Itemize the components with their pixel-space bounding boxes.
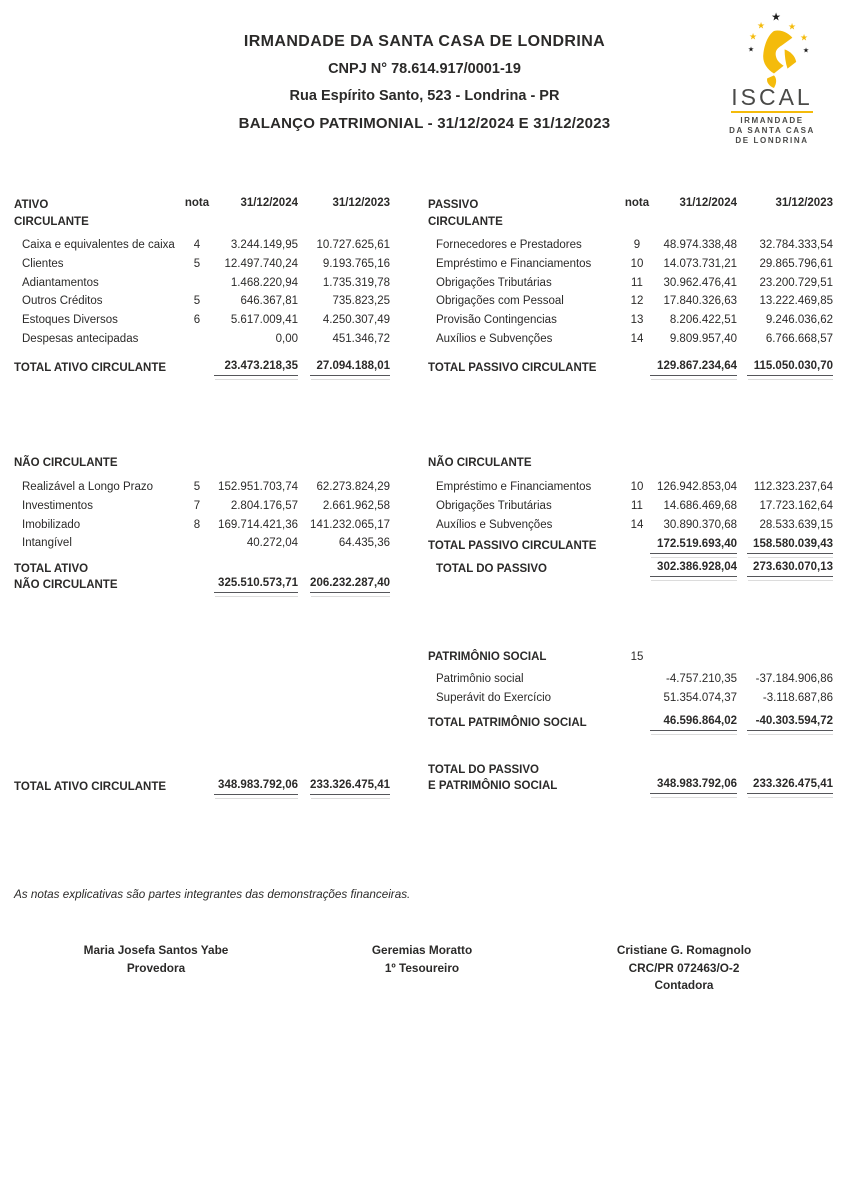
- table-row: [14, 292, 390, 311]
- section-title: NÃO CIRCULANTE: [428, 457, 532, 469]
- row-nota: 11: [631, 500, 643, 513]
- table-row: [428, 689, 833, 708]
- total-value-2023: 115.050.030,70: [747, 360, 833, 376]
- total-label: TOTAL DO PASSIVO: [436, 562, 547, 575]
- iscal-logo: [710, 10, 834, 150]
- ativo-circulante-table: [14, 197, 390, 377]
- logo-wordmark: ISCAL: [731, 84, 813, 110]
- row-value-2024: 3.244.149,95: [230, 239, 298, 252]
- star-icon: ★: [756, 20, 766, 31]
- row-value-2024: 14.686.469,68: [663, 500, 737, 513]
- row-label: Intangível: [22, 537, 72, 550]
- row-value-2023: 29.865.796,61: [759, 258, 833, 271]
- table-row: [428, 478, 833, 497]
- logo-caption-line: DA SANTA CASA: [729, 126, 815, 135]
- total-label-line: E PATRIMÔNIO SOCIAL: [428, 780, 558, 792]
- row-value-2024: 30.962.476,41: [663, 276, 737, 289]
- row-label: Empréstimo e Financiamentos: [436, 481, 592, 494]
- row-nota: 5: [193, 295, 201, 308]
- total-label: TOTAL PASSIVO CIRCULANTE: [428, 539, 597, 552]
- logo-caption-line: IRMANDADE: [740, 116, 804, 125]
- total-value-2024: 348.983.792,06: [650, 778, 737, 794]
- section-title-line: ATIVO: [14, 199, 49, 211]
- row-value-2023: 28.533.639,15: [759, 518, 833, 531]
- total-label: TOTAL ATIVO CIRCULANTE: [14, 780, 167, 793]
- section-title-line: PASSIVO: [428, 199, 479, 211]
- org-name: IRMANDADE DA SANTA CASA DE LONDRINA: [243, 33, 606, 50]
- total-row: [428, 536, 833, 555]
- row-value-2023: -3.118.687,86: [762, 692, 833, 705]
- row-value-2024: 17.840.326,63: [663, 295, 737, 308]
- total-value-2024: 172.519.693,40: [650, 538, 737, 554]
- total-label: TOTAL PASSIVO CIRCULANTE: [428, 361, 597, 374]
- row-value-2023: 64.435,36: [338, 537, 390, 550]
- row-value-2023: 9.246.036,62: [765, 314, 833, 327]
- explanatory-note: As notas explicativas são partes integrantes das demonstrações financeiras.: [14, 888, 411, 901]
- total-row: [428, 713, 833, 732]
- document-title: BALANÇO PATRIMONIAL - 31/12/2024 E 31/12/2023: [238, 115, 611, 132]
- row-nota: 5: [193, 481, 201, 494]
- row-label: Clientes: [22, 258, 64, 271]
- column-header-2023: 31/12/2023: [775, 197, 833, 209]
- total-row: [14, 561, 390, 593]
- total-label: TOTAL PATRIMÔNIO SOCIAL: [428, 716, 587, 729]
- row-value-2024: 51.354.074,37: [663, 692, 737, 705]
- table-row: [14, 497, 390, 516]
- signature-role: Provedora: [126, 960, 186, 975]
- section-title: [14, 197, 180, 231]
- total-label-line: TOTAL ATIVO: [14, 562, 89, 575]
- section-title: [428, 197, 624, 231]
- row-label: Fornecedores e Prestadores: [436, 239, 582, 252]
- row-value-2023: 112.323.237,64: [753, 481, 833, 494]
- logo-divider: [731, 111, 813, 113]
- row-label: Auxílios e Subvenções: [436, 332, 553, 345]
- row-label: Investimentos: [22, 500, 93, 513]
- table-row: [14, 534, 390, 553]
- row-nota: 15: [630, 650, 644, 663]
- row-label: Patrimônio social: [436, 673, 524, 686]
- row-value-2024: 1.468.220,94: [230, 276, 298, 289]
- total-value-2023: 27.094.188,01: [310, 360, 390, 376]
- row-nota: 10: [630, 258, 644, 271]
- section-title: NÃO CIRCULANTE: [14, 457, 118, 469]
- row-value-2023: 1.735.319,78: [322, 276, 390, 289]
- passivo-grand-total: [428, 762, 833, 794]
- total-value-2023: 206.232.287,40: [310, 577, 390, 593]
- row-label: Outros Créditos: [22, 295, 103, 308]
- table-row: [428, 255, 833, 274]
- table-row: [14, 236, 390, 255]
- row-label: Despesas antecipadas: [22, 332, 139, 345]
- table-row: [14, 255, 390, 274]
- row-label: Obrigações Tributárias: [436, 500, 552, 513]
- row-label: Obrigações com Pessoal: [436, 295, 564, 308]
- column-header-2024: 31/12/2024: [679, 197, 737, 209]
- table-header: [14, 197, 390, 231]
- row-nota: 7: [193, 500, 201, 513]
- table-header: [428, 648, 833, 665]
- total-row: [428, 762, 833, 794]
- row-nota: 13: [630, 314, 644, 327]
- row-value-2023: 735.823,25: [332, 295, 390, 308]
- row-value-2024: 152.951.703,74: [218, 481, 298, 494]
- table-header: [428, 197, 833, 231]
- row-value-2024: 30.890.370,68: [663, 518, 737, 531]
- table-row: [428, 515, 833, 534]
- row-value-2023: 2.661.962,58: [322, 500, 390, 513]
- row-value-2024: 169.714.421,36: [218, 518, 298, 531]
- row-nota: 9: [633, 239, 641, 252]
- row-value-2024: 2.804.176,57: [230, 500, 298, 513]
- row-label: Superávit do Exercício: [436, 692, 552, 705]
- total-row: [14, 358, 390, 377]
- row-value-2023: 9.193.765,16: [322, 258, 390, 271]
- row-value-2024: 5.617.009,41: [230, 314, 298, 327]
- signature-block: [564, 942, 804, 995]
- row-label: Caixa e equivalentes de caixa: [22, 239, 175, 252]
- org-cnpj: CNPJ N° 78.614.917/0001-19: [328, 61, 521, 77]
- signature-name: Cristiane G. Romagnolo: [616, 943, 752, 957]
- signature-role: CRC/PR 072463/O-2: [628, 960, 740, 975]
- row-value-2023: 13.222.469,85: [759, 295, 833, 308]
- row-nota: 4: [193, 239, 201, 252]
- row-label: Obrigações Tributárias: [436, 276, 552, 289]
- row-value-2023: 451.346,72: [332, 332, 390, 345]
- star-icon: ★: [799, 32, 809, 43]
- row-value-2023: 32.784.333,54: [759, 239, 833, 252]
- row-value-2023: -37.184.906,86: [755, 673, 833, 686]
- row-value-2024: 0,00: [275, 332, 298, 345]
- org-address: Rua Espírito Santo, 523 - Londrina - PR: [289, 88, 560, 104]
- row-label: Imobilizado: [22, 518, 81, 531]
- star-icon: ★: [748, 31, 758, 42]
- table-row: [428, 292, 833, 311]
- total-value-2023: 233.326.475,41: [310, 779, 390, 795]
- total-value-2023: 233.326.475,41: [747, 778, 833, 794]
- signature-block: [36, 942, 276, 977]
- total-value-2023: -40.303.594,72: [747, 715, 833, 731]
- table-row: [14, 311, 390, 330]
- total-label: [428, 762, 624, 794]
- total-value-2023: 273.630.070,13: [747, 561, 833, 577]
- logo-bird-icon: [744, 30, 802, 88]
- table-row: [14, 515, 390, 534]
- row-nota: 14: [630, 518, 644, 531]
- row-value-2024: 12.497.740,24: [224, 258, 298, 271]
- ativo-grand-total: [14, 777, 390, 796]
- logo-caption-line: DE LONDRINA: [735, 136, 809, 145]
- total-value-2024: 23.473.218,35: [214, 360, 298, 376]
- row-value-2024: 40.272,04: [246, 537, 298, 550]
- table-row: [14, 273, 390, 292]
- row-value-2024: 126.942.853,04: [657, 481, 737, 494]
- signature-name: Geremias Moratto: [371, 943, 473, 957]
- total-row: [14, 777, 390, 796]
- table-row: [14, 329, 390, 348]
- total-label: TOTAL ATIVO CIRCULANTE: [14, 361, 167, 374]
- row-label: Realizável a Longo Prazo: [22, 481, 154, 494]
- total-row: [428, 358, 833, 377]
- column-header-2024: 31/12/2024: [240, 197, 298, 209]
- total-value-2024: 348.983.792,06: [214, 779, 298, 795]
- row-nota: 11: [631, 276, 643, 289]
- row-nota: 10: [630, 481, 644, 494]
- star-icon: ★: [787, 21, 797, 32]
- row-value-2023: 17.723.162,64: [759, 500, 833, 513]
- row-value-2023: 141.232.065,17: [310, 518, 390, 531]
- total-label-line: TOTAL DO PASSIVO: [428, 764, 539, 776]
- row-value-2024: -4.757.210,35: [666, 673, 737, 686]
- row-value-2024: 646.367,81: [240, 295, 298, 308]
- section-title-line: CIRCULANTE: [428, 216, 503, 228]
- row-label: Estoques Diversos: [22, 314, 118, 327]
- table-row: [428, 670, 833, 689]
- section-title: PATRIMÔNIO SOCIAL: [428, 650, 547, 663]
- column-header-2023: 31/12/2023: [332, 197, 390, 209]
- section-title-line: CIRCULANTE: [14, 216, 89, 228]
- column-header-nota: nota: [624, 197, 650, 209]
- signature-role: Contadora: [654, 978, 714, 992]
- row-value-2024: 48.974.338,48: [663, 239, 737, 252]
- total-label: [14, 561, 180, 593]
- patrimonio-social-table: [428, 648, 833, 732]
- row-nota: 14: [630, 332, 644, 345]
- row-value-2023: 10.727.625,61: [316, 239, 390, 252]
- row-value-2024: 14.073.731,21: [663, 258, 737, 271]
- row-label: Empréstimo e Financiamentos: [436, 258, 592, 271]
- table-row: [428, 329, 833, 348]
- signature-role: 1º Tesoureiro: [384, 960, 460, 975]
- row-nota: 12: [630, 295, 644, 308]
- total-value-2024: 46.596.864,02: [650, 715, 737, 731]
- row-label: Provisão Contingencias: [436, 314, 557, 327]
- total-value-2023: 158.580.039,43: [747, 538, 833, 554]
- column-header-nota: nota: [184, 197, 210, 209]
- table-row: [428, 311, 833, 330]
- row-value-2023: 62.273.824,29: [316, 481, 390, 494]
- table-row: [428, 273, 833, 292]
- row-label: Adiantamentos: [22, 276, 99, 289]
- total-value-2024: 129.867.234,64: [650, 360, 737, 376]
- passivo-circulante-table: [428, 197, 833, 377]
- table-row: [428, 497, 833, 516]
- star-icon: ★: [802, 47, 810, 55]
- table-row: [428, 236, 833, 255]
- signature-block: [302, 942, 542, 977]
- row-value-2024: 9.809.957,40: [669, 332, 737, 345]
- row-nota: 8: [193, 518, 201, 531]
- star-icon: ★: [771, 11, 781, 24]
- row-value-2023: 23.200.729,51: [759, 276, 833, 289]
- row-nota: 6: [193, 314, 201, 327]
- total-value-2024: 302.386.928,04: [650, 561, 737, 577]
- table-row: [14, 478, 390, 497]
- total-label-line: NÃO CIRCULANTE: [14, 578, 118, 591]
- row-value-2023: 4.250.307,49: [322, 314, 390, 327]
- row-value-2024: 8.206.422,51: [669, 314, 737, 327]
- total-value-2024: 325.510.573,71: [214, 577, 298, 593]
- total-row: [428, 559, 833, 578]
- passivo-nao-circulante-table: [428, 455, 833, 578]
- star-icon: ★: [747, 46, 755, 54]
- signature-name: Maria Josefa Santos Yabe: [83, 943, 229, 957]
- row-nota: 5: [193, 258, 201, 271]
- ativo-nao-circulante-table: [14, 455, 390, 593]
- row-value-2023: 6.766.668,57: [765, 332, 833, 345]
- row-label: Auxílios e Subvenções: [436, 518, 553, 531]
